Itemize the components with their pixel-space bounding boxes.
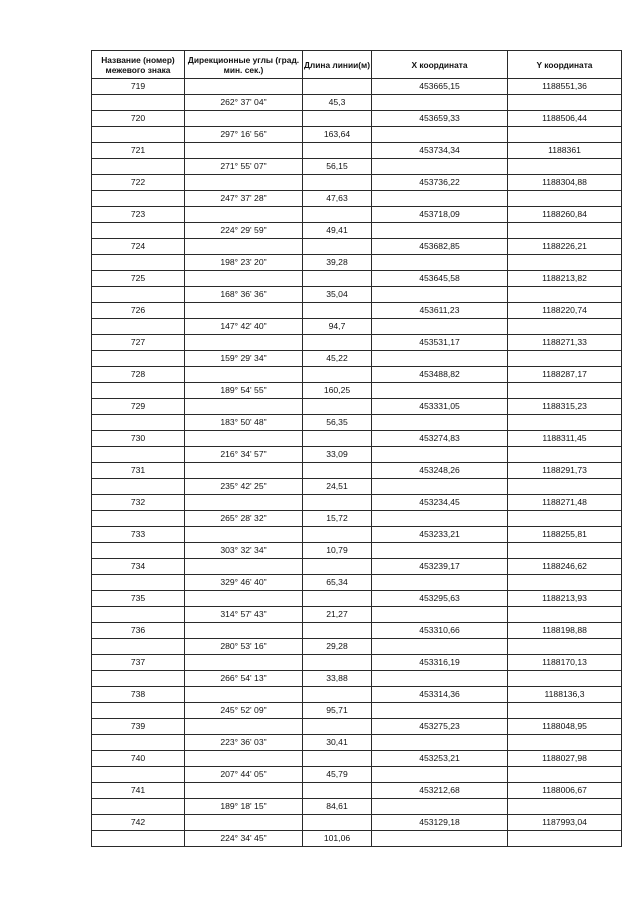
boundary-coordinates-table bbox=[91, 50, 622, 847]
table-row-segment bbox=[92, 735, 622, 751]
table-row-point bbox=[92, 751, 622, 767]
empty-x-cell bbox=[372, 703, 508, 719]
empty-y-cell bbox=[508, 127, 622, 143]
table-row-point bbox=[92, 623, 622, 639]
y-coordinate-cell: 1188048,95 bbox=[508, 719, 622, 735]
direction-angle-cell: 245° 52' 09" bbox=[185, 703, 303, 719]
line-length-cell: 49,41 bbox=[303, 223, 372, 239]
table-row-segment bbox=[92, 319, 622, 335]
table-row-point bbox=[92, 175, 622, 191]
x-coordinate-cell: 453212,68 bbox=[372, 783, 508, 799]
empty-x-cell bbox=[372, 799, 508, 815]
empty-y-cell bbox=[508, 415, 622, 431]
empty-y-cell bbox=[508, 159, 622, 175]
empty-x-cell bbox=[372, 511, 508, 527]
point-name-cell: 728 bbox=[92, 367, 185, 383]
empty-angle-cell bbox=[185, 591, 303, 607]
empty-length-cell bbox=[303, 271, 372, 287]
point-name-cell: 740 bbox=[92, 751, 185, 767]
table-row-segment bbox=[92, 415, 622, 431]
empty-name-cell bbox=[92, 383, 185, 399]
direction-angle-cell: 159° 29' 34" bbox=[185, 351, 303, 367]
y-coordinate-cell: 1188255,81 bbox=[508, 527, 622, 543]
empty-x-cell bbox=[372, 543, 508, 559]
empty-name-cell bbox=[92, 415, 185, 431]
empty-name-cell bbox=[92, 575, 185, 591]
empty-x-cell bbox=[372, 127, 508, 143]
table-row-point bbox=[92, 719, 622, 735]
empty-angle-cell bbox=[185, 79, 303, 95]
point-name-cell: 734 bbox=[92, 559, 185, 575]
direction-angle-cell: 189° 18' 15" bbox=[185, 799, 303, 815]
empty-x-cell bbox=[372, 479, 508, 495]
empty-y-cell bbox=[508, 255, 622, 271]
point-name-cell: 723 bbox=[92, 207, 185, 223]
table-row-point bbox=[92, 591, 622, 607]
point-name-cell: 732 bbox=[92, 495, 185, 511]
line-length-cell: 45,79 bbox=[303, 767, 372, 783]
line-length-cell: 47,63 bbox=[303, 191, 372, 207]
point-name-cell: 725 bbox=[92, 271, 185, 287]
line-length-cell: 94,7 bbox=[303, 319, 372, 335]
empty-name-cell bbox=[92, 799, 185, 815]
point-name-cell: 722 bbox=[92, 175, 185, 191]
empty-name-cell bbox=[92, 703, 185, 719]
x-coordinate-cell: 453275,23 bbox=[372, 719, 508, 735]
empty-angle-cell bbox=[185, 527, 303, 543]
empty-y-cell bbox=[508, 543, 622, 559]
empty-angle-cell bbox=[185, 111, 303, 127]
y-coordinate-cell: 1188136,3 bbox=[508, 687, 622, 703]
table-row-point bbox=[92, 559, 622, 575]
y-coordinate-cell: 1188506,44 bbox=[508, 111, 622, 127]
empty-x-cell bbox=[372, 767, 508, 783]
line-length-cell: 35,04 bbox=[303, 287, 372, 303]
empty-length-cell bbox=[303, 239, 372, 255]
empty-name-cell bbox=[92, 287, 185, 303]
empty-y-cell bbox=[508, 703, 622, 719]
point-name-cell: 736 bbox=[92, 623, 185, 639]
empty-name-cell bbox=[92, 639, 185, 655]
table-row-point bbox=[92, 335, 622, 351]
empty-angle-cell bbox=[185, 367, 303, 383]
table-header bbox=[92, 51, 622, 79]
table-row-segment bbox=[92, 575, 622, 591]
table-row-segment bbox=[92, 255, 622, 271]
line-length-cell: 101,06 bbox=[303, 831, 372, 847]
table-row-point bbox=[92, 303, 622, 319]
empty-length-cell bbox=[303, 719, 372, 735]
table-row-segment bbox=[92, 191, 622, 207]
y-coordinate-cell: 1188304,88 bbox=[508, 175, 622, 191]
empty-x-cell bbox=[372, 639, 508, 655]
empty-angle-cell bbox=[185, 783, 303, 799]
table-row-point bbox=[92, 655, 622, 671]
empty-length-cell bbox=[303, 143, 372, 159]
table-row-point bbox=[92, 783, 622, 799]
point-name-cell: 721 bbox=[92, 143, 185, 159]
y-coordinate-cell: 1188315,23 bbox=[508, 399, 622, 415]
empty-y-cell bbox=[508, 447, 622, 463]
empty-name-cell bbox=[92, 159, 185, 175]
table-row-point bbox=[92, 431, 622, 447]
empty-angle-cell bbox=[185, 463, 303, 479]
y-coordinate-cell: 1188291,73 bbox=[508, 463, 622, 479]
x-coordinate-cell: 453274,83 bbox=[372, 431, 508, 447]
table-row-point bbox=[92, 527, 622, 543]
x-coordinate-cell: 453736,22 bbox=[372, 175, 508, 191]
empty-x-cell bbox=[372, 575, 508, 591]
empty-length-cell bbox=[303, 399, 372, 415]
x-coordinate-cell: 453645,58 bbox=[372, 271, 508, 287]
empty-length-cell bbox=[303, 111, 372, 127]
document-page bbox=[91, 50, 621, 847]
empty-y-cell bbox=[508, 511, 622, 527]
empty-length-cell bbox=[303, 815, 372, 831]
direction-angle-cell: 280° 53' 16" bbox=[185, 639, 303, 655]
header-direction-angle: Дирекционные углы (град. мин. сек.) bbox=[185, 51, 303, 79]
x-coordinate-cell: 453234,45 bbox=[372, 495, 508, 511]
empty-length-cell bbox=[303, 527, 372, 543]
direction-angle-cell: 262° 37' 04" bbox=[185, 95, 303, 111]
empty-name-cell bbox=[92, 255, 185, 271]
direction-angle-cell: 271° 55' 07" bbox=[185, 159, 303, 175]
header-y-coordinate: Y координата bbox=[508, 51, 622, 79]
table-row-segment bbox=[92, 671, 622, 687]
table-row-segment bbox=[92, 287, 622, 303]
direction-angle-cell: 198° 23' 20" bbox=[185, 255, 303, 271]
y-coordinate-cell: 1187993,04 bbox=[508, 815, 622, 831]
x-coordinate-cell: 453295,63 bbox=[372, 591, 508, 607]
empty-length-cell bbox=[303, 559, 372, 575]
empty-name-cell bbox=[92, 319, 185, 335]
empty-x-cell bbox=[372, 319, 508, 335]
table-row-point bbox=[92, 79, 622, 95]
y-coordinate-cell: 1188361 bbox=[508, 143, 622, 159]
empty-angle-cell bbox=[185, 303, 303, 319]
line-length-cell: 39,28 bbox=[303, 255, 372, 271]
empty-name-cell bbox=[92, 735, 185, 751]
table-body bbox=[92, 79, 622, 847]
header-row bbox=[92, 51, 622, 79]
empty-angle-cell bbox=[185, 271, 303, 287]
empty-name-cell bbox=[92, 607, 185, 623]
empty-x-cell bbox=[372, 159, 508, 175]
empty-angle-cell bbox=[185, 687, 303, 703]
empty-y-cell bbox=[508, 767, 622, 783]
empty-length-cell bbox=[303, 655, 372, 671]
empty-length-cell bbox=[303, 751, 372, 767]
x-coordinate-cell: 453734,34 bbox=[372, 143, 508, 159]
direction-angle-cell: 235° 42' 25" bbox=[185, 479, 303, 495]
empty-angle-cell bbox=[185, 495, 303, 511]
table-row-point bbox=[92, 399, 622, 415]
empty-name-cell bbox=[92, 191, 185, 207]
x-coordinate-cell: 453239,17 bbox=[372, 559, 508, 575]
direction-angle-cell: 223° 36' 03" bbox=[185, 735, 303, 751]
line-length-cell: 15,72 bbox=[303, 511, 372, 527]
empty-name-cell bbox=[92, 223, 185, 239]
empty-y-cell bbox=[508, 223, 622, 239]
empty-angle-cell bbox=[185, 559, 303, 575]
empty-y-cell bbox=[508, 479, 622, 495]
table-row-point bbox=[92, 207, 622, 223]
point-name-cell: 729 bbox=[92, 399, 185, 415]
table-row-segment bbox=[92, 799, 622, 815]
x-coordinate-cell: 453233,21 bbox=[372, 527, 508, 543]
direction-angle-cell: 314° 57' 43" bbox=[185, 607, 303, 623]
point-name-cell: 724 bbox=[92, 239, 185, 255]
table-row-point bbox=[92, 367, 622, 383]
direction-angle-cell: 303° 32' 34" bbox=[185, 543, 303, 559]
table-row-point bbox=[92, 495, 622, 511]
header-x-coordinate: X координата bbox=[372, 51, 508, 79]
line-length-cell: 30,41 bbox=[303, 735, 372, 751]
empty-length-cell bbox=[303, 207, 372, 223]
empty-x-cell bbox=[372, 255, 508, 271]
point-name-cell: 733 bbox=[92, 527, 185, 543]
line-length-cell: 163,64 bbox=[303, 127, 372, 143]
direction-angle-cell: 266° 54' 13" bbox=[185, 671, 303, 687]
direction-angle-cell: 207° 44' 05" bbox=[185, 767, 303, 783]
point-name-cell: 735 bbox=[92, 591, 185, 607]
empty-name-cell bbox=[92, 671, 185, 687]
empty-length-cell bbox=[303, 687, 372, 703]
empty-x-cell bbox=[372, 607, 508, 623]
empty-length-cell bbox=[303, 431, 372, 447]
empty-length-cell bbox=[303, 591, 372, 607]
empty-angle-cell bbox=[185, 719, 303, 735]
direction-angle-cell: 216° 34' 57" bbox=[185, 447, 303, 463]
x-coordinate-cell: 453682,85 bbox=[372, 239, 508, 255]
empty-length-cell bbox=[303, 623, 372, 639]
point-name-cell: 741 bbox=[92, 783, 185, 799]
line-length-cell: 45,22 bbox=[303, 351, 372, 367]
empty-x-cell bbox=[372, 287, 508, 303]
y-coordinate-cell: 1188311,45 bbox=[508, 431, 622, 447]
point-name-cell: 742 bbox=[92, 815, 185, 831]
empty-name-cell bbox=[92, 831, 185, 847]
empty-length-cell bbox=[303, 367, 372, 383]
direction-angle-cell: 224° 29' 59" bbox=[185, 223, 303, 239]
direction-angle-cell: 297° 16' 56" bbox=[185, 127, 303, 143]
y-coordinate-cell: 1188006,67 bbox=[508, 783, 622, 799]
empty-angle-cell bbox=[185, 143, 303, 159]
line-length-cell: 33,88 bbox=[303, 671, 372, 687]
table-row-segment bbox=[92, 767, 622, 783]
x-coordinate-cell: 453665,15 bbox=[372, 79, 508, 95]
empty-name-cell bbox=[92, 95, 185, 111]
empty-angle-cell bbox=[185, 175, 303, 191]
table-row-point bbox=[92, 239, 622, 255]
empty-angle-cell bbox=[185, 335, 303, 351]
header-line-length: Длина линии(м) bbox=[303, 51, 372, 79]
empty-name-cell bbox=[92, 511, 185, 527]
empty-y-cell bbox=[508, 575, 622, 591]
x-coordinate-cell: 453488,82 bbox=[372, 367, 508, 383]
table-row-segment bbox=[92, 159, 622, 175]
table-row-point bbox=[92, 111, 622, 127]
x-coordinate-cell: 453316,19 bbox=[372, 655, 508, 671]
x-coordinate-cell: 453611,23 bbox=[372, 303, 508, 319]
line-length-cell: 160,25 bbox=[303, 383, 372, 399]
x-coordinate-cell: 453129,18 bbox=[372, 815, 508, 831]
empty-y-cell bbox=[508, 383, 622, 399]
y-coordinate-cell: 1188271,33 bbox=[508, 335, 622, 351]
y-coordinate-cell: 1188246,62 bbox=[508, 559, 622, 575]
direction-angle-cell: 147° 42' 40" bbox=[185, 319, 303, 335]
x-coordinate-cell: 453331,05 bbox=[372, 399, 508, 415]
empty-name-cell bbox=[92, 479, 185, 495]
empty-x-cell bbox=[372, 671, 508, 687]
y-coordinate-cell: 1188287,17 bbox=[508, 367, 622, 383]
empty-y-cell bbox=[508, 287, 622, 303]
line-length-cell: 56,15 bbox=[303, 159, 372, 175]
point-name-cell: 726 bbox=[92, 303, 185, 319]
table-row-point bbox=[92, 143, 622, 159]
x-coordinate-cell: 453310,66 bbox=[372, 623, 508, 639]
direction-angle-cell: 329° 46' 40" bbox=[185, 575, 303, 591]
empty-y-cell bbox=[508, 639, 622, 655]
line-length-cell: 24,51 bbox=[303, 479, 372, 495]
table-row-point bbox=[92, 687, 622, 703]
empty-y-cell bbox=[508, 735, 622, 751]
table-row-segment bbox=[92, 351, 622, 367]
line-length-cell: 10,79 bbox=[303, 543, 372, 559]
table-row-segment bbox=[92, 511, 622, 527]
empty-x-cell bbox=[372, 223, 508, 239]
y-coordinate-cell: 1188170,13 bbox=[508, 655, 622, 671]
empty-x-cell bbox=[372, 831, 508, 847]
empty-y-cell bbox=[508, 671, 622, 687]
direction-angle-cell: 183° 50' 48" bbox=[185, 415, 303, 431]
table-row-segment bbox=[92, 639, 622, 655]
y-coordinate-cell: 1188551,36 bbox=[508, 79, 622, 95]
empty-name-cell bbox=[92, 127, 185, 143]
empty-y-cell bbox=[508, 319, 622, 335]
empty-length-cell bbox=[303, 303, 372, 319]
line-length-cell: 65,34 bbox=[303, 575, 372, 591]
point-name-cell: 738 bbox=[92, 687, 185, 703]
x-coordinate-cell: 453314,36 bbox=[372, 687, 508, 703]
y-coordinate-cell: 1188260,84 bbox=[508, 207, 622, 223]
line-length-cell: 84,61 bbox=[303, 799, 372, 815]
line-length-cell: 56,35 bbox=[303, 415, 372, 431]
empty-y-cell bbox=[508, 95, 622, 111]
table-row-segment bbox=[92, 223, 622, 239]
empty-x-cell bbox=[372, 383, 508, 399]
table-row-segment bbox=[92, 447, 622, 463]
x-coordinate-cell: 453248,26 bbox=[372, 463, 508, 479]
empty-y-cell bbox=[508, 351, 622, 367]
empty-length-cell bbox=[303, 79, 372, 95]
empty-x-cell bbox=[372, 191, 508, 207]
empty-x-cell bbox=[372, 95, 508, 111]
y-coordinate-cell: 1188213,82 bbox=[508, 271, 622, 287]
direction-angle-cell: 265° 28' 32" bbox=[185, 511, 303, 527]
empty-x-cell bbox=[372, 735, 508, 751]
point-name-cell: 727 bbox=[92, 335, 185, 351]
table-row-point bbox=[92, 815, 622, 831]
empty-angle-cell bbox=[185, 207, 303, 223]
table-row-segment bbox=[92, 127, 622, 143]
point-name-cell: 730 bbox=[92, 431, 185, 447]
point-name-cell: 719 bbox=[92, 79, 185, 95]
empty-y-cell bbox=[508, 607, 622, 623]
empty-length-cell bbox=[303, 783, 372, 799]
empty-length-cell bbox=[303, 175, 372, 191]
empty-angle-cell bbox=[185, 751, 303, 767]
direction-angle-cell: 224° 34' 45" bbox=[185, 831, 303, 847]
y-coordinate-cell: 1188213,93 bbox=[508, 591, 622, 607]
direction-angle-cell: 168° 36' 36" bbox=[185, 287, 303, 303]
empty-name-cell bbox=[92, 767, 185, 783]
empty-angle-cell bbox=[185, 623, 303, 639]
line-length-cell: 29,28 bbox=[303, 639, 372, 655]
empty-name-cell bbox=[92, 543, 185, 559]
y-coordinate-cell: 1188027,98 bbox=[508, 751, 622, 767]
empty-angle-cell bbox=[185, 239, 303, 255]
empty-x-cell bbox=[372, 415, 508, 431]
table-row-segment bbox=[92, 479, 622, 495]
table-row-segment bbox=[92, 95, 622, 111]
empty-length-cell bbox=[303, 335, 372, 351]
point-name-cell: 720 bbox=[92, 111, 185, 127]
empty-length-cell bbox=[303, 495, 372, 511]
table-row-point bbox=[92, 463, 622, 479]
line-length-cell: 33,09 bbox=[303, 447, 372, 463]
empty-name-cell bbox=[92, 351, 185, 367]
point-name-cell: 739 bbox=[92, 719, 185, 735]
empty-angle-cell bbox=[185, 815, 303, 831]
y-coordinate-cell: 1188198,88 bbox=[508, 623, 622, 639]
empty-x-cell bbox=[372, 351, 508, 367]
y-coordinate-cell: 1188220,74 bbox=[508, 303, 622, 319]
empty-x-cell bbox=[372, 447, 508, 463]
table-row-segment bbox=[92, 703, 622, 719]
header-point-name: Название (номер) межевого знака bbox=[92, 51, 185, 79]
empty-y-cell bbox=[508, 831, 622, 847]
y-coordinate-cell: 1188226,21 bbox=[508, 239, 622, 255]
point-name-cell: 731 bbox=[92, 463, 185, 479]
x-coordinate-cell: 453659,33 bbox=[372, 111, 508, 127]
empty-length-cell bbox=[303, 463, 372, 479]
line-length-cell: 21,27 bbox=[303, 607, 372, 623]
point-name-cell: 737 bbox=[92, 655, 185, 671]
empty-y-cell bbox=[508, 799, 622, 815]
direction-angle-cell: 247° 37' 28" bbox=[185, 191, 303, 207]
x-coordinate-cell: 453531,17 bbox=[372, 335, 508, 351]
empty-name-cell bbox=[92, 447, 185, 463]
empty-angle-cell bbox=[185, 399, 303, 415]
table-row-segment bbox=[92, 831, 622, 847]
table-row-segment bbox=[92, 543, 622, 559]
table-row-point bbox=[92, 271, 622, 287]
line-length-cell: 95,71 bbox=[303, 703, 372, 719]
line-length-cell: 45,3 bbox=[303, 95, 372, 111]
x-coordinate-cell: 453253,21 bbox=[372, 751, 508, 767]
x-coordinate-cell: 453718,09 bbox=[372, 207, 508, 223]
table-row-segment bbox=[92, 383, 622, 399]
direction-angle-cell: 189° 54' 55" bbox=[185, 383, 303, 399]
empty-angle-cell bbox=[185, 431, 303, 447]
y-coordinate-cell: 1188271,48 bbox=[508, 495, 622, 511]
empty-angle-cell bbox=[185, 655, 303, 671]
table-row-segment bbox=[92, 607, 622, 623]
empty-y-cell bbox=[508, 191, 622, 207]
